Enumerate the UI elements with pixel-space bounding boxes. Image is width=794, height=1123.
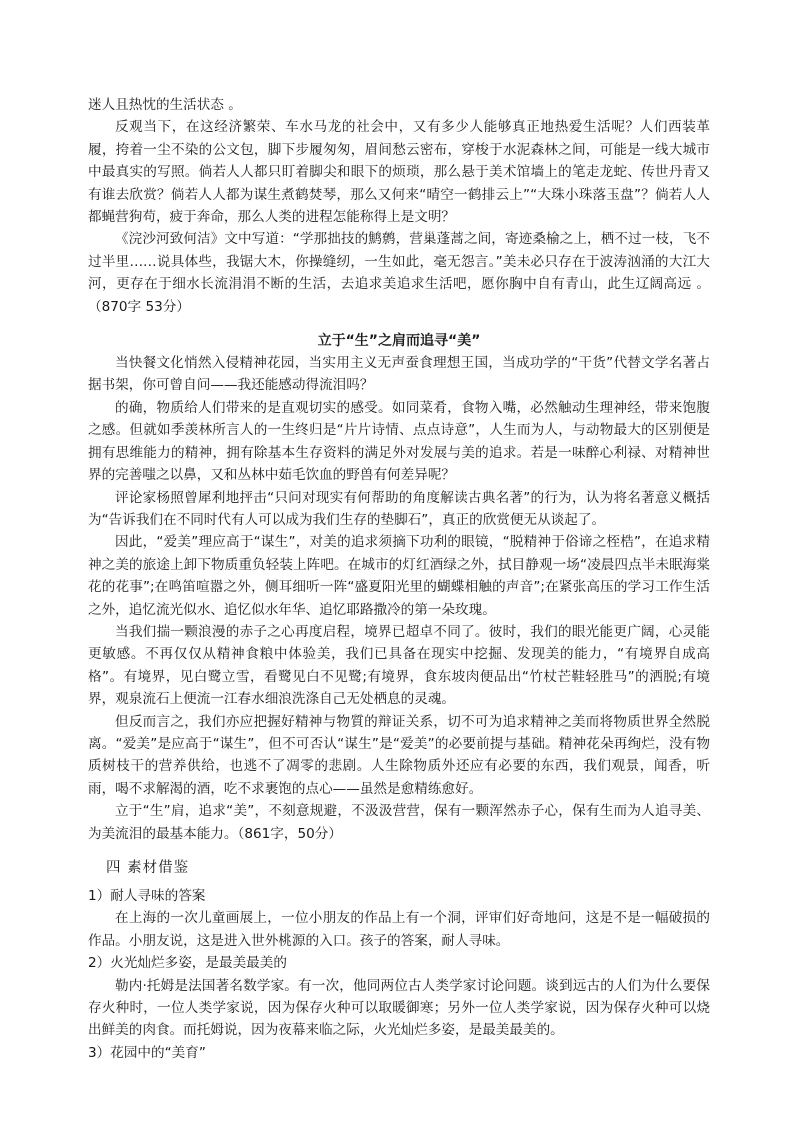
material-title: 2）火光灿烂多姿，是最美最美的	[88, 955, 287, 972]
essay2-paragraph-7: 立于“生”肩，追求“美”，不刻意规避，不汲汲营营，保有一颗浑然赤子心，保有生而为人追寻美、为美流泪的最基本能力。（861字，50分）	[88, 803, 710, 842]
material-text: 勒内·托姆是法国著名数学家。有一次，他同两位古人类学家讨论问题。谈到远古的人们为什么要保存火种时，一位人类学家说，因为保存火种可以取暖御寒；另外一位人类学家说，因为保存火种可以烧出鲜美的肉食。而托姆说，因为夜幕来临之际，火光灿烂多姿，是最美最美的。	[88, 977, 710, 1039]
essay2-paragraph-3: 评论家杨照曾犀利地抨击“只问对现实有何帮助的角度解读古典名著”的行为，认为将名著意义概括为“告诉我们在不同时代有人可以成为我们生存的垫脚石”，真正的欣赏便无从谈起了。	[88, 489, 710, 528]
essay1-paragraph-0: 迷人且热忱的生活状态 。	[88, 97, 242, 113]
essay2-title: 立于“生”之肩而追寻“美”	[317, 333, 481, 350]
essay2-paragraph-1: 当快餐文化悄然入侵精神花园，当实用主义无声蚕食理想王国，当成功学的“干货”代替文学名著占据书架，你可曾自问——我还能感动得流泪吗？	[88, 355, 710, 394]
document-body	[88, 94, 710, 1064]
essay1-paragraph-2: 《浣沙河致何洁》文中写道：“学那拙技的鹪鹩，营巢蓬蒿之间，寄迹桑榆之上，栖不过一枝，飞不过半里……说具体些，我锯大木，你操缝纫，一生如此，毫无怨言。”美未必只存在于波涛汹涌的大江大河，更存在于细水长流涓涓不断的生活，去追求美追求生活吧，愿你胸中自有青山，此生辽阔高远 。（870字 53分）	[88, 231, 710, 315]
essay2-paragraph-5: 当我们揣一颗浪漫的赤子之心再度启程，境界已超卓不同了。彼时，我们的眼光能更广阔，心灵能更敏感。不再仅仅从精神食粮中体验美，我们已具备在现实中挖掘、发现美的能力，“有境界自成高格”。有境界，见白鹭立雪，看鹭见白不见鹭;有境界，食东坡肉便品出“竹杖芒鞋轻胜马”的洒脱;有境界，观泉流石上便流一江春水细浪洗涤自己无处栖息的灵魂。	[88, 623, 710, 708]
essay2-paragraph-4: 因此，“爱美”理应高于“谋生”，对美的追求须摘下功利的眼镜，“脱精神于俗谛之桎梏”，在追求精神之美的旅途上卸下物质重负轻装上阵吧。在城市的灯红酒绿之外，拭目静观一场“凌晨四点半未眠海棠花的花事”;在鸣笛喧嚣之外，侧耳细听一阵“盛夏阳光里的蝴蝶相触的声音”;在紧张高压的学习工作生活之外，追忆流光似水、追忆似水年华、追忆耶路撒冷的第一朵玫瑰。	[88, 534, 710, 618]
essay2-paragraph-6: 但反而言之，我们亦应把握好精神与物質的辩证关系，切不可为追求精神之美而将物质世界全然脱离。“爱美”是应高于“谋生”，但不可否认“谋生”是“爱美”的必要前提与基础。精神花朵再绚烂，没有物质树枝干的营养供给，也逃不了凋零的悲剧。人生除物质外还应有必要的东西，我们观景，闻香，听雨，喝不求解渴的酒，吃不求裹饱的点心——虽然是愈精练愈好。	[88, 713, 710, 797]
section-heading: 四 素材借鉴	[106, 860, 190, 876]
essay1-paragraph-1: 反观当下，在这经济繁荣、车水马龙的社会中，又有多少人能够真正地热爱生活呢？人们西装革履，挎着一尘不染的公文包，脚下步履匆匆，眉间愁云密布，穿梭于水泥森林之间，可能是一线大城市中最真实的写照。倘若人人都只盯着脚尖和眼下的烦琐，那么悬于美术馆墙上的笔走龙蛇、传世丹青又有谁去欣赏？倘若人人都为谋生煮鹤焚琴，那么又何来“晴空一鹤排云上”“大珠小珠落玉盘”？倘若人人都蝇营狗苟，疲于奔命，那么人类的进程怎能称得上是文明？	[88, 119, 710, 226]
material-title: 1）耐人寻味的答案	[88, 888, 206, 904]
essay2-paragraph-2: 的确，物质给人们带来的是直观切实的感受。如同菜肴，食物入嘴，必然触动生理神经，带来饱腹之感。但就如季羡林所言人的一生终归是“片片诗情、点点诗意”，人生而为人，与动物最大的区别便是拥有思维能力的精神，拥有除基本生存资料的满足外对发展与美的追求。若是一味醉心利禄、对精神世界的完善嗤之以鼻，又和丛林中茹毛饮血的野兽有何差异呢？	[88, 399, 710, 484]
material-title: 3）花园中的“美育”	[88, 1044, 206, 1061]
material-text: 在上海的一次儿童画展上，一位小朋友的作品上有一个洞，评审们好奇地问，这是不是一幅破损的作品。小朋友说，这是进入世外桃源的入口。孩子的答案，耐人寻味。	[88, 910, 710, 949]
